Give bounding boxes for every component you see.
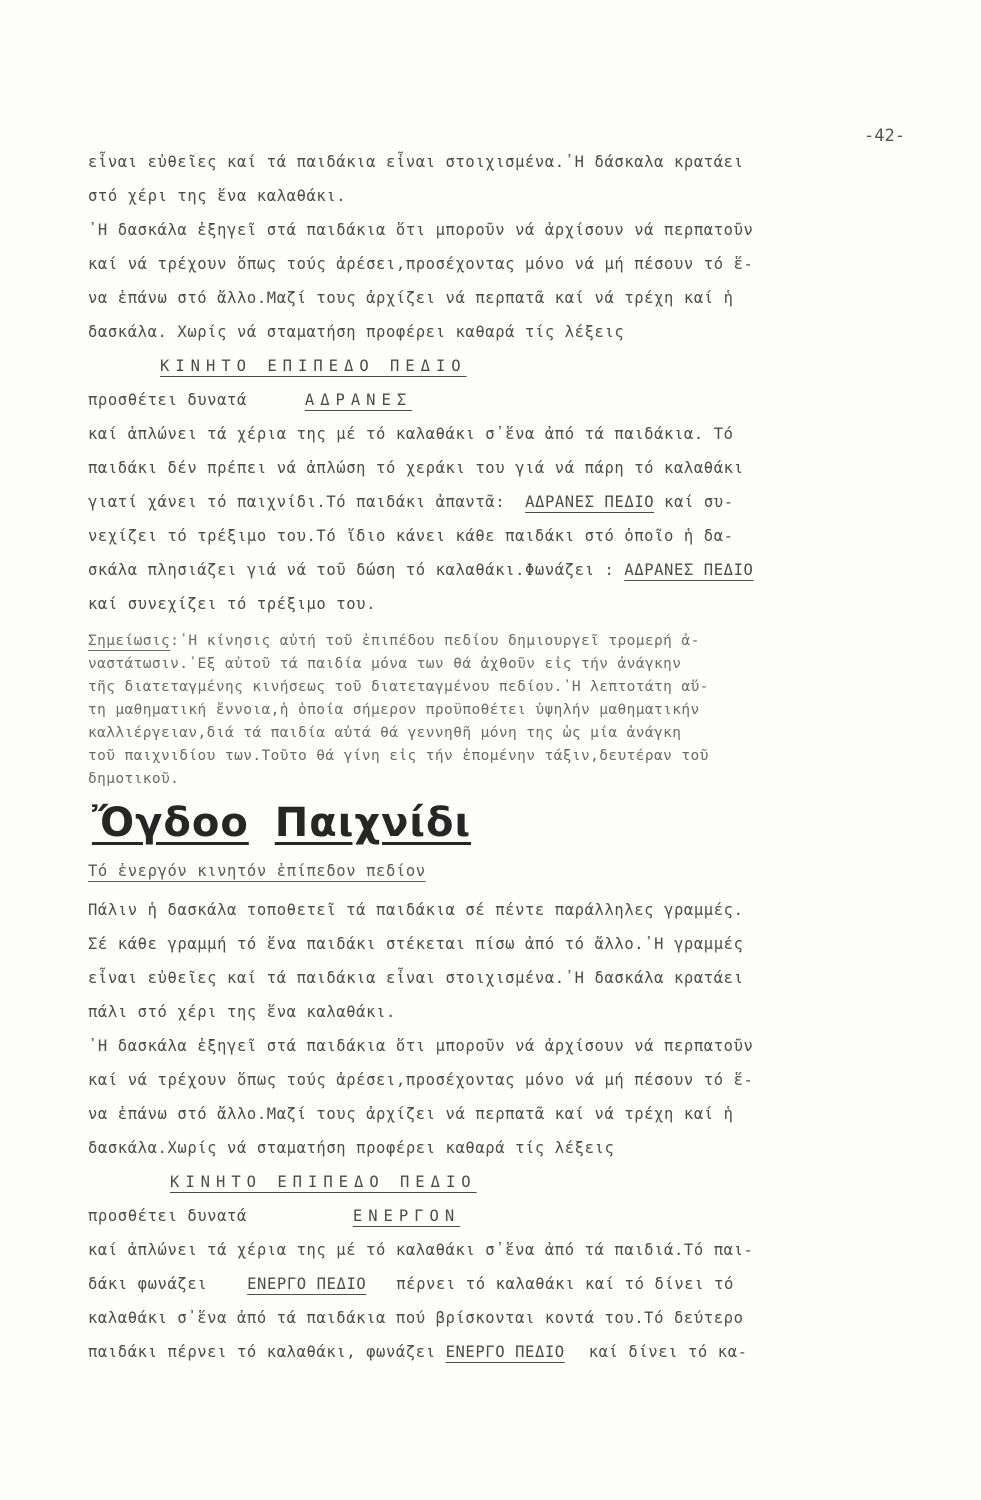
- text-line: καί ἁπλώνει τά χέρια της μέ τό καλαθάκι σ᾿ἕνα ἀπό τά παιδάκια. Τό: [88, 425, 734, 443]
- note-line: τοῦ παιχνιδίου των.Τοῦτο θά γίνη εἰς τήν ἑπομένην τάξιν,δευτέραν τοῦ: [88, 748, 709, 764]
- text-line: στό χέρι της ἕνα καλαθάκι.: [88, 187, 347, 205]
- keyword-energon: ΕΝΕΡΓΟΝ: [352, 1207, 461, 1225]
- keyword-line: [88, 349, 918, 383]
- section-heading: [92, 800, 471, 846]
- note-line: [88, 630, 918, 653]
- page-number: -42-: [864, 126, 905, 146]
- note-line: καλλιέργειαν,διά τά παιδία αὐτά θά γεννηθῆ μόνη της ὡς μία ἀνάγκη: [88, 725, 682, 741]
- text-line: εἶναι εὐθεῖες καί τά παιδάκια εἶναι στοιχισμένα.᾿Η δασκάλα κρατάει: [88, 969, 744, 987]
- note-line: τη μαθηματική ἔννοια,ἡ ὁποία σήμερον προϋποθέτει ὑψηλήν μαθηματικήν: [88, 702, 700, 718]
- note-line: δημοτικοῦ.: [88, 771, 180, 787]
- text-line: [88, 1199, 918, 1233]
- text-line: Πάλιν ἡ δασκάλα τοποθετεῖ τά παιδάκια σέ πέντε παράλληλες γραμμές.: [88, 901, 744, 919]
- text-line: παιδάκι δέν πρέπει νά ἁπλώση τό χεράκι του γιά νά πάρη τό καλαθάκι: [88, 459, 744, 477]
- text-line: ᾿Η δασκάλα ἐξηγεῖ στά παιδάκια ὅτι μποροῦν νά ἀρχίσουν νά περπατοῦν: [88, 221, 754, 239]
- text-line: καί συνεχίζει τό τρέξιμο του.: [88, 595, 377, 613]
- heading-word: Παιχνίδι: [274, 800, 472, 846]
- text-line: [88, 383, 918, 417]
- note-line: τῆς διατεταγμένης κινήσεως τοῦ διατεταγμένου πεδίου.᾿Η λεπτοτάτη αὕ-: [88, 679, 709, 695]
- note-label: Σημείωσις: [88, 633, 171, 649]
- text-span: καί συ-: [664, 493, 734, 511]
- keyword-energo-pedio: ΕΝΕΡΓΟ ΠΕΔΙΟ: [445, 1343, 565, 1361]
- keyword-energo-pedio: ΕΝΕΡΓΟ ΠΕΔΙΟ: [247, 1275, 367, 1293]
- text-line: [88, 553, 918, 587]
- text-span: δάκι φωνάζει: [88, 1275, 208, 1293]
- text-line: [88, 485, 918, 519]
- text-line: Σέ κάθε γραμμή τό ἕνα παιδάκι στέκεται πίσω ἀπό τό ἄλλο.᾿Η γραμμές: [88, 935, 744, 953]
- text-span: σκάλα πλησιάζει γιά νά τοῦ δώση τό καλαθάκι.Φωνάζει :: [88, 561, 615, 579]
- text-line: καί νά τρέχουν ὅπως τούς ἀρέσει,προσέχοντας μόνο νά μή πέσουν τό ἕ-: [88, 1071, 754, 1089]
- text-line: [88, 1267, 918, 1301]
- note-block: [88, 630, 918, 791]
- keyword-line: [88, 1165, 918, 1199]
- text-span: καί δίνει τό κα-: [588, 1343, 748, 1361]
- paragraph-block-2: [88, 893, 918, 1369]
- text-span: :᾿Η κίνησις αὐτή τοῦ ἐπιπέδου πεδίου δημιουργεῖ τρομερή ἀ-: [170, 633, 700, 649]
- keyword-adranes: ΑΔΡΑΝΕΣ: [304, 391, 413, 409]
- text-span: παιδάκι πέρνει τό καλαθάκι, φωνάζει: [88, 1343, 436, 1361]
- text-span: πέρνει τό καλαθάκι καί τό δίνει τό: [396, 1275, 734, 1293]
- text-line: ᾿Η δασκάλα ἐξηγεῖ στά παιδάκια ὅτι μποροῦν νά ἀρχίσουν νά περπατοῦν: [88, 1037, 754, 1055]
- text-span: προσθέτει δυνατά: [88, 1207, 247, 1225]
- text-span: γιατί χάνει τό παιχνίδι.Τό παιδάκι ἀπαντᾶ:: [88, 493, 506, 511]
- keyword-adranes-pedio: ΑΔΡΑΝΕΣ ΠΕΔΙΟ: [525, 493, 655, 511]
- keyword-kinito-epipedo-pedio: ΚΙΝΗΤΟ ΕΠΙΠΕΔΟ ΠΕΔΙΟ: [170, 1173, 477, 1191]
- text-line: δασκάλα. Χωρίς νά σταματήση προφέρει καθαρά τίς λέξεις: [88, 323, 625, 341]
- text-line: [88, 1335, 918, 1369]
- section-subheading: Τό ἐνεργόν κινητόν ἐπίπεδον πεδίον: [88, 862, 426, 880]
- heading-word: Ὄγδοο: [92, 800, 249, 846]
- paragraph-block-1: [88, 145, 918, 621]
- text-span: προσθέτει δυνατά: [88, 391, 247, 409]
- text-line: νεχίζει τό τρέξιμο του.Τό ἴδιο κάνει κάθε παιδάκι στό ὁποῖο ἡ δα-: [88, 527, 734, 545]
- text-line: καλαθάκι σ᾿ἕνα ἀπό τά παιδάκια πού βρίσκονται κοντά του.Τό δεύτερο: [88, 1309, 744, 1327]
- text-line: να ἐπάνω στό ἄλλο.Μαζί τους ἀρχίζει νά περπατᾶ καί νά τρέχη καί ἡ: [88, 289, 734, 307]
- note-line: ναστάτωσιν.᾿Εξ αὐτοῦ τά παιδία μόνα των θά ἀχθοῦν εἰς τήν ἀνάγκην: [88, 656, 682, 672]
- text-line: εἶναι εὐθεῖες καί τά παιδάκια εἶναι στοιχισμένα.᾿Η δάσκαλα κρατάει: [88, 153, 744, 171]
- keyword-kinito-epipedo-pedio: ΚΙΝΗΤΟ ΕΠΙΠΕΔΟ ΠΕΔΙΟ: [160, 357, 467, 375]
- text-line: καί νά τρέχουν ὅπως τούς ἀρέσει,προσέχοντας μόνο νά μή πέσουν τό ἕ-: [88, 255, 754, 273]
- text-line: πάλι στό χέρι της ἕνα καλαθάκι.: [88, 1003, 396, 1021]
- text-line: δασκάλα.Χωρίς νά σταματήση προφέρει καθαρά τίς λέξεις: [88, 1139, 615, 1157]
- text-line: καί ἁπλώνει τά χέρια της μέ τό καλαθάκι σ᾿ἕνα ἀπό τά παιδιά.Τό παι-: [88, 1241, 754, 1259]
- keyword-adranes-pedio: ΑΔΡΑΝΕΣ ΠΕΔΙΟ: [624, 561, 754, 579]
- text-line: να ἐπάνω στό ἄλλο.Μαζί τους ἀρχίζει νά περπατᾶ καί νά τρέχη καί ἡ: [88, 1105, 734, 1123]
